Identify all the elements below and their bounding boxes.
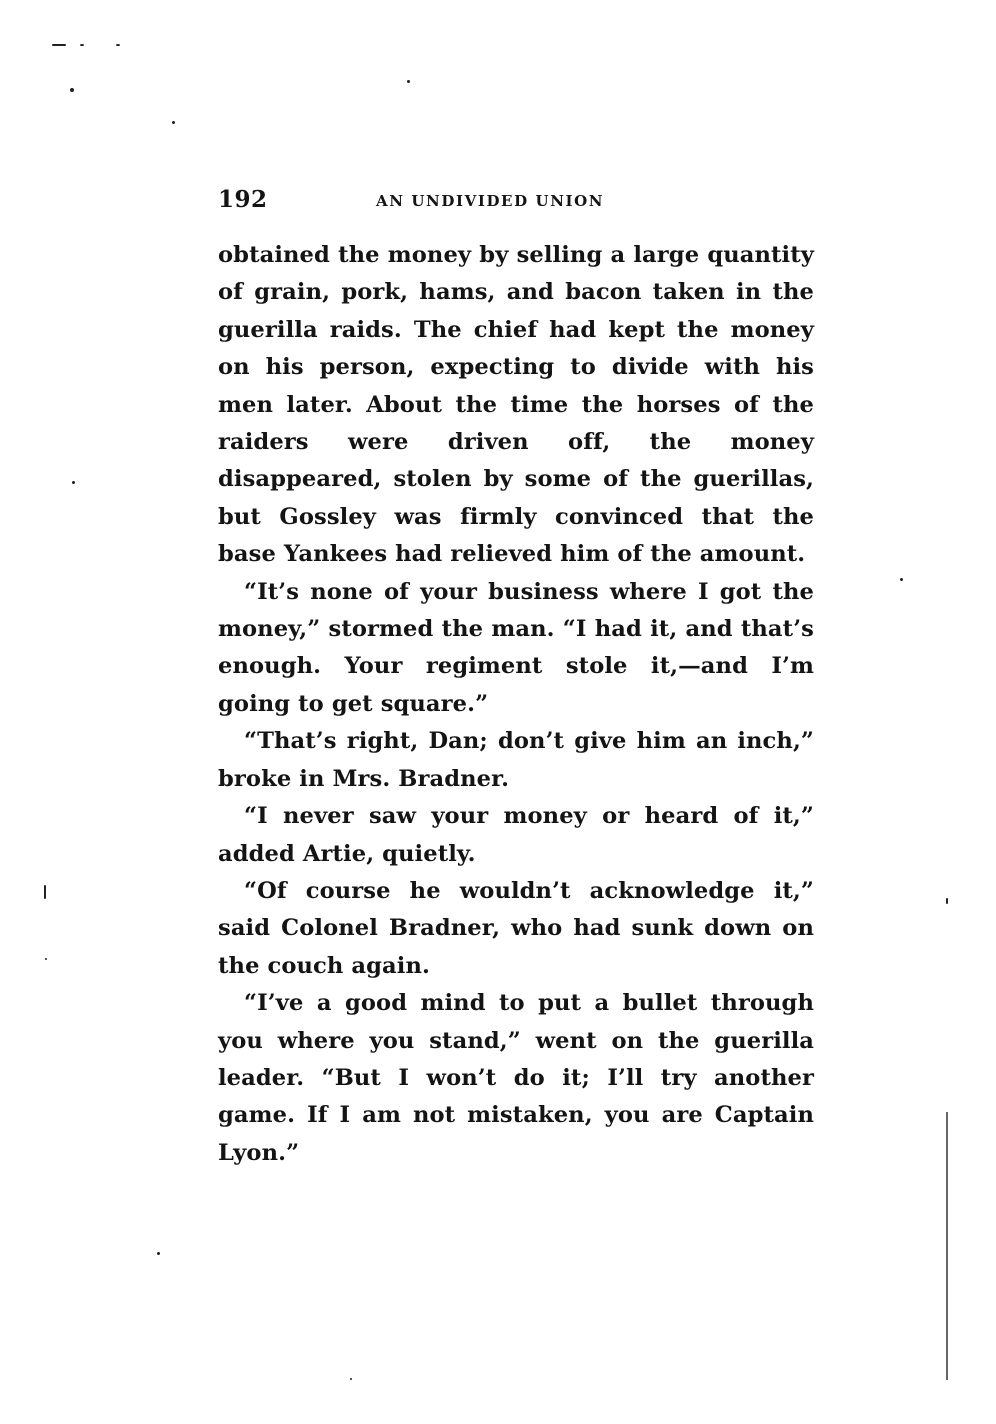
scan-speck [407,80,410,83]
scan-speck [45,958,47,960]
paragraph: “I never saw your money or heard of it,” added Artie, quietly. [218,803,814,867]
scan-speck [900,578,903,581]
paragraph: “Of course he wouldn’t acknowledge it,” said Colonel Bradner, who had sunk down on the couch again. [218,877,814,979]
paragraph: “It’s none of your business where I got the money,” stormed the man. “I had it, and that’s enough. Your regiment stole it,—and I’m going to get square.” [218,578,814,717]
running-title: AN UNDIVIDED UNION [376,192,605,210]
scan-speck [157,1252,160,1255]
page-edge-line [946,1112,948,1380]
scan-speck [52,44,66,46]
paragraph: “That’s right, Dan; don’t give him an inch,” broke in Mrs. Bradner. [218,728,814,792]
scan-speck [350,1378,352,1380]
scan-speck [172,121,175,124]
page-number: 192 [218,186,268,213]
scan-speck [72,481,75,484]
scan-speck [80,44,84,46]
page-header [218,186,814,216]
paragraph: “I’ve a good mind to put a bullet through you where you stand,” went on the guerilla leader. “But I won’t do it; I’ll try another game. If I am not mistaken, you are Captain Lyon.” [218,990,814,1166]
scan-speck [70,88,74,92]
scan-speck [44,885,46,899]
scan-speck [116,44,120,46]
body-text [218,237,814,1172]
scan-speck [946,898,948,904]
paragraph: obtained the money by selling a large quantity of grain, pork, hams, and bacon taken in the guerilla raids. The chief had kept the money on his person, expecting to divide with his men later. About the time the horses of the raiders were driven off, the money disappeared, stolen by some of the guerillas, but Gossley was firmly convinced that the base Yankees had relieved him of the amount. [218,242,814,568]
